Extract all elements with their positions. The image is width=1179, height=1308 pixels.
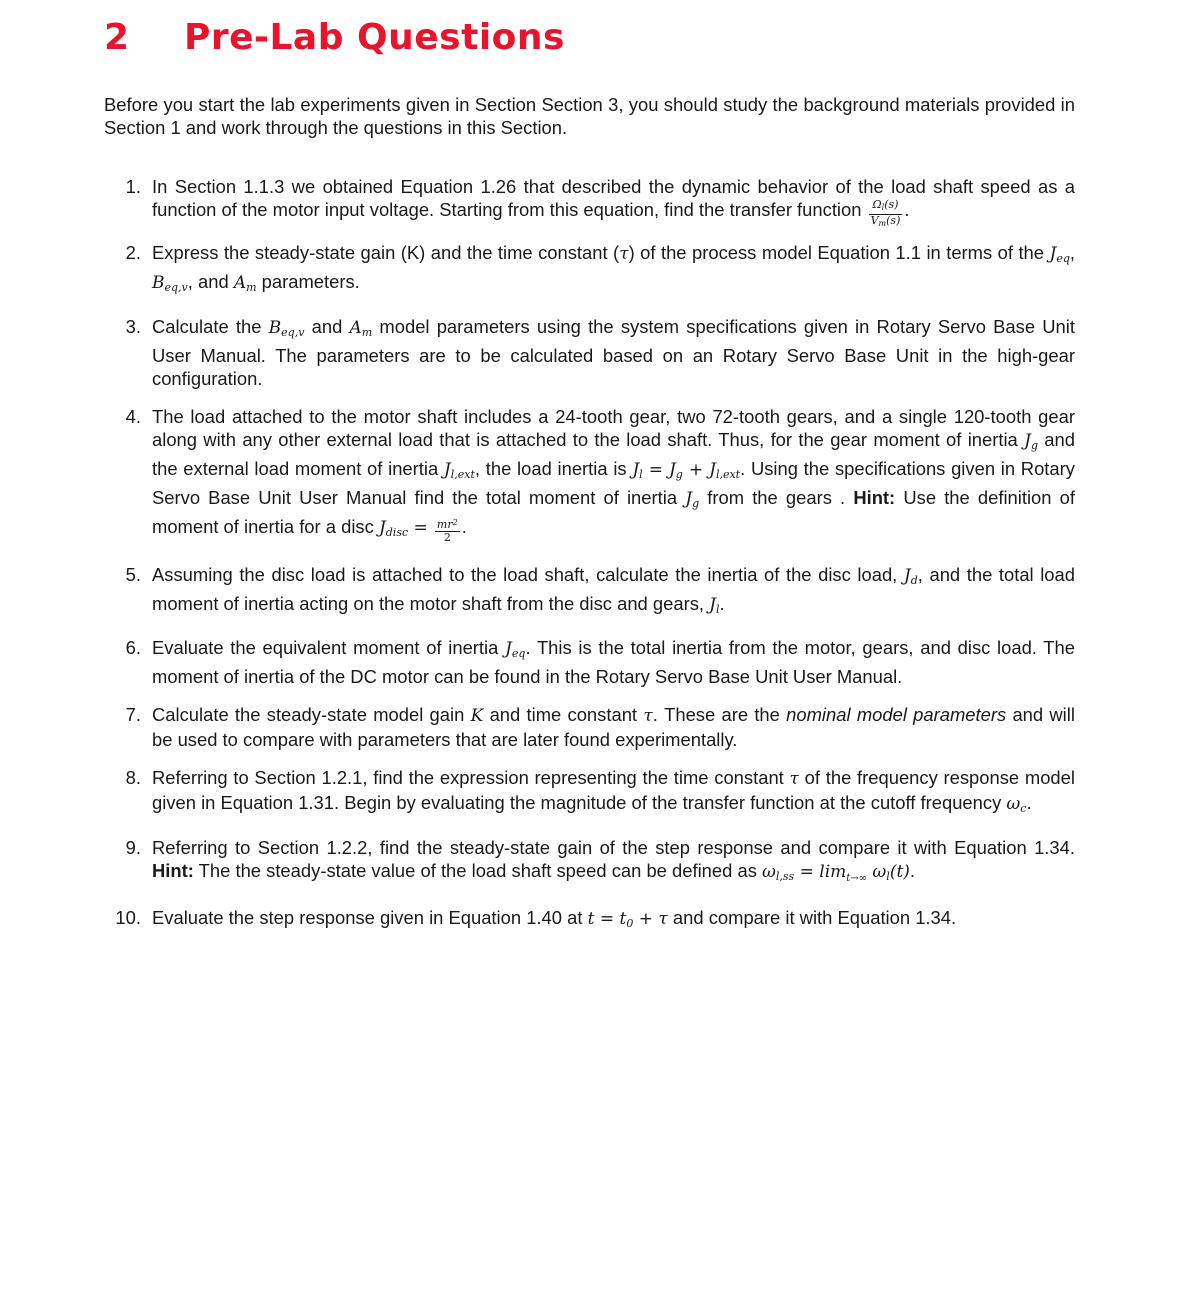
hint-label: Hint: (152, 860, 194, 881)
question-8: 8. Referring to Section 1.2.1, find the expression representing the time constant τ of the frequency response model given in Equation 1.31. Begin by evaluating the magnitude of the transfer function at the cutoff frequency $\omega_c$. (104, 766, 1075, 820)
question-list (104, 175, 1075, 935)
math-tau: τ (643, 706, 653, 726)
question-4: 4. The load attached to the motor shaft includes a 24-tooth gear, two 72-tooth gears, and a single 120-tooth gear along with any other external load that is attached to the load shaft. Thus, for the gear moment of inertia $J_g$ and the external load moment of inertia $J_{l,ext}$, the load inertia is $J_l = J_g + J_{l,ext}$. Using the specifications given in Rotary Servo Base Unit User Manual find the total moment of inertia $J_g$ from the gears . Hint: Use the definition of moment of inertia for a disc $J_{disc}$ = $\frac{mr^2}{2}$ . (104, 405, 1075, 544)
math-beqv: $B_{eq,v}$ (268, 318, 305, 339)
math-jd: $J_d$ (903, 566, 918, 587)
question-6: 6. Evaluate the equivalent moment of inertia $J_{eq}$. This is the total inertia from the motor, gears, and disc load. The moment of inertia of the DC motor can be found in the Rotary Servo Base Unit User Manual. (104, 636, 1075, 688)
question-10: 10. Evaluate the step response given in Equation 1.40 at $t = t_0 + \tau$ and compare it with Equation 1.34. (104, 906, 1075, 935)
question-2: 2. Express the steady-state gain (K) and the time constant (τ) of the process model Equation 1.1 in terms of the $J_{eq}$, $B_{eq,v}$, and $A_m$ parameters. (104, 241, 1075, 299)
math-jg: $J_g$ (1024, 431, 1038, 452)
section-heading (104, 14, 1075, 60)
question-number: 4. (125, 406, 141, 427)
question-number: 8. (125, 767, 141, 788)
intro-paragraph: Before you start the lab experiments given in Section Section 3, you should study the background materials provided in Section 1 and work through the questions in this Section. (104, 94, 1075, 138)
question-number: 3. (125, 316, 141, 337)
question-3: 3. Calculate the $B_{eq,v}$ and $A_m$ model parameters using the system specifications given in Rotary Servo Base Unit User Manual. The parameters are to be calculated based on an Rotary Servo Base Unit in the high-gear configuration. (104, 315, 1075, 390)
math-jdisc: $J_{disc}$ = (378, 518, 428, 539)
question-7: 7. Calculate the steady-state model gain K and time constant τ. These are the nominal model parameters and will be used to compare with parameters that are later found experimentally. (104, 703, 1075, 751)
hint-label: Hint: (853, 487, 896, 508)
question-text-end: . (904, 199, 910, 220)
math-load-inertia-equation: $J_l = J_g + J_{l,ext}$ (632, 460, 741, 481)
math-tau: τ (619, 244, 629, 264)
question-text: In Section 1.1.3 we obtained Equation 1.26 that described the dynamic behavior of the load shaft speed as a function of the motor input voltage. Starting from this equation, find the transfer function (152, 176, 1075, 220)
emphasis-text: nominal model parameters (786, 704, 1007, 725)
math-beqv: $B_{eq,v}$ (152, 273, 188, 294)
math-omega-c: $\omega_c$ (1006, 794, 1027, 815)
document-page (104, 0, 1075, 935)
math-jlext: $J_{l,ext}$ (443, 460, 475, 481)
math-k: K (470, 706, 484, 726)
math-tau: τ (789, 769, 799, 789)
math-am: $A_m$ (349, 318, 373, 339)
question-number: 9. (125, 837, 141, 858)
math-t-equals-t0-plus-tau: $t = t_0 + \tau$ (587, 909, 668, 930)
section-title: Pre-Lab Questions (184, 16, 565, 58)
question-number: 1. (125, 176, 141, 197)
question-5: 5. Assuming the disc load is attached to the load shaft, calculate the inertia of the disc load, $J_d$, and the total load moment of inertia acting on the motor shaft from the disc and gears, $J_l$. (104, 563, 1075, 621)
question-number: 7. (125, 704, 141, 725)
math-jg: $J_g$ (685, 489, 700, 510)
math-jeq: $J_{eq}$ (505, 639, 526, 660)
section-number: 2 (104, 16, 130, 58)
question-9: 9. Referring to Section 1.2.2, find the steady-state gain of the step response and compare it with Equation 1.34. Hint: The the steady-state value of the load shaft speed can be defined as $\omega_{l,ss} = \lim_{t\to\infty} \omega_l(t)$. (104, 836, 1075, 890)
transfer-function-fraction: $\frac{\Omega_l(s)}{V_m(s)}$ (870, 198, 901, 228)
question-number: 6. (125, 637, 141, 658)
question-number: 5. (125, 564, 141, 585)
math-am: $A_m$ (233, 273, 257, 294)
question-number: 2. (125, 242, 141, 263)
math-jeq: $J_{eq}$ (1049, 244, 1070, 265)
math-jl: $J_l$ (709, 595, 720, 616)
question-1 (104, 175, 1075, 228)
disc-inertia-fraction: $\frac{mr^2}{2}$ (436, 518, 458, 544)
math-steady-state-limit: $\omega_{l,ss} = \lim_{t\to\infty} \omega_l(t)$ (762, 862, 910, 884)
question-number: 10. (115, 907, 141, 928)
